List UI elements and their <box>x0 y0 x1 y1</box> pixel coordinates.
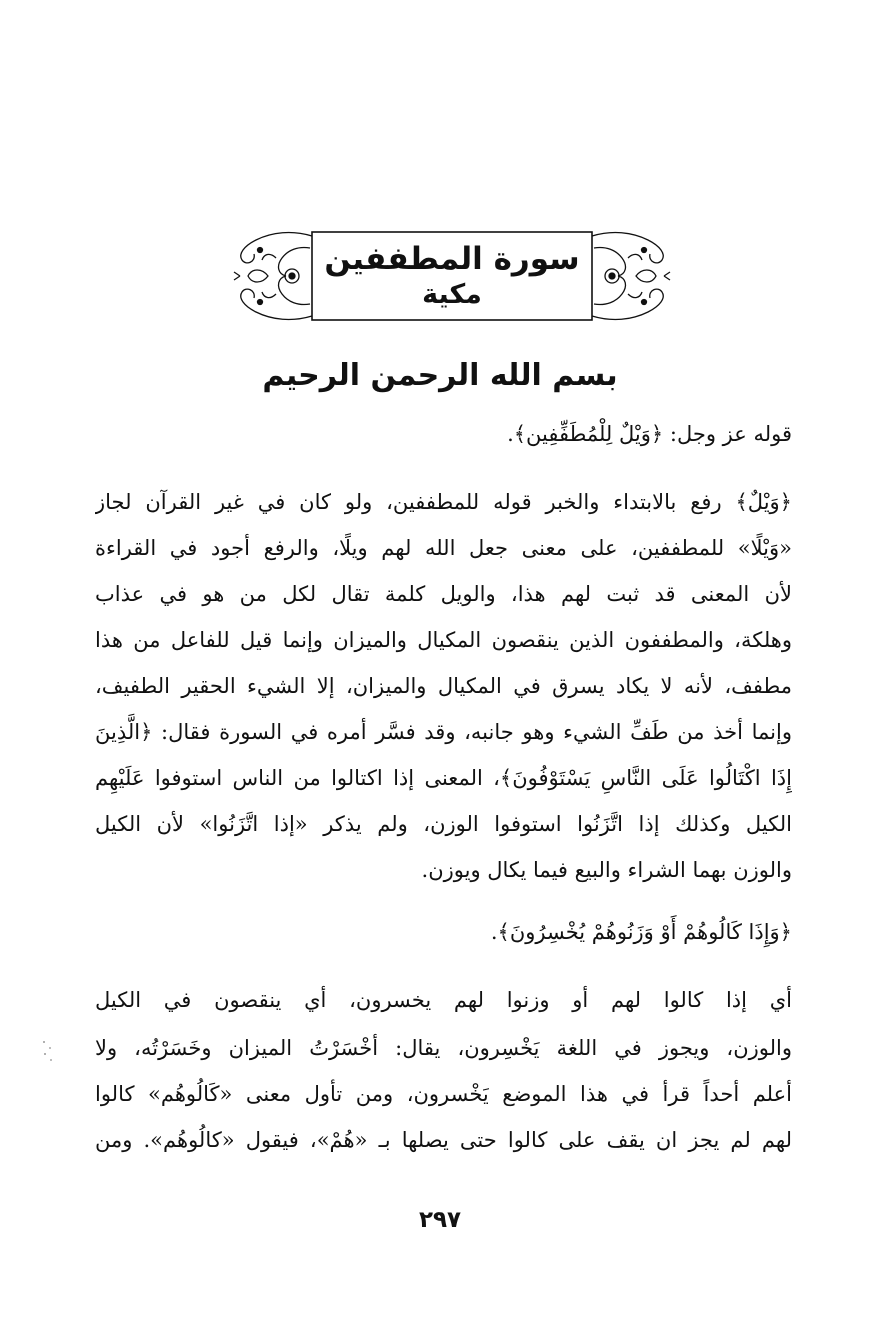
text-line-2: ﴿وَيْلٌ﴾ رفع بالابتداء والخبر قوله للمطففين، ولو كان في غير القرآن لجاز <box>95 490 792 514</box>
text-line-12: أي إذا كالوا لهم أو وزنوا لهم يخسرون، أي ينقصون في الكيل <box>95 988 792 1012</box>
surah-title: سورة المطففين <box>324 241 580 277</box>
surah-revelation-type: مكية <box>422 279 482 310</box>
text-line-9: الكيل وكذلك إذا اتَّزَنُوا استوفوا الوزن، ولم يذكر «إذا اتَّزَنُوا» لأن الكيل <box>95 812 792 836</box>
left-floral-ornament <box>234 233 312 320</box>
title-box <box>312 228 592 324</box>
text-line-10: والوزن بهما الشراء والبيع فيما يكال ويوزن. <box>421 858 792 882</box>
text-line-13: والوزن، ويجوز في اللغة يَخْسِرون، يقال: أخْسَرْتُ الميزان وخَسَرْتُه، ولا <box>95 1036 792 1060</box>
scan-speck-marks <box>38 1036 58 1066</box>
text-line-4: لأن المعنى قد ثبت لهم هذا، والويل كلمة تقال لكل من هو في عذاب <box>95 582 792 606</box>
text-line-6: مطفف، لأنه لا يكاد يسرق في المكيال والميزان، إلا الشيء الحقير الطفيف، <box>95 674 792 698</box>
text-line-15: لهم لم يجز ان يقف على كالوا حتى يصلها بـ «هُمْ»، فيقول «كالُوهُم». ومن <box>95 1128 792 1152</box>
basmala-heading: بسم الله الرحمن الرحيم <box>262 358 618 393</box>
text-line-14: أعلم أحداً قرأ في هذا الموضع يَخْسرون، ومن تأول معنى «كَالُوهُم» كالوا <box>95 1082 792 1106</box>
quran-verse-line: ﴿وَإِذَا كَالُوهُمْ أَوْ وَزَنُوهُمْ يُخْسِرُونَ﴾. <box>490 920 792 944</box>
text-line-5: وهلكة، والمطففون الذين ينقصون المكيال والميزان وإنما قيل للفاعل من هذا <box>95 628 792 652</box>
page-number: ٢٩٧ <box>418 1207 462 1233</box>
text-line-3: «وَيْلًا» للمطففين، على معنى جعل الله لهم ويلًا، والرفع أجود في القراءة <box>95 536 792 560</box>
text-line-7: وإنما أخذ من طَفِّ الشيء وهو جانبه، وقد فسَّر أمره في السورة فقال: ﴿الَّذِينَ <box>95 720 792 744</box>
right-floral-ornament <box>592 233 670 320</box>
text-line-8: إِذَا اكْتَالُوا عَلَى النَّاسِ يَسْتَوْفُونَ﴾، المعنى إذا اكتالوا من الناس استوفوا عَلَيْهِم <box>95 766 792 790</box>
text-line-1: قوله عز وجل: ﴿وَيْلٌ لِلْمُطَفِّفِين﴾. <box>507 422 792 446</box>
surah-title-frame <box>232 228 672 324</box>
